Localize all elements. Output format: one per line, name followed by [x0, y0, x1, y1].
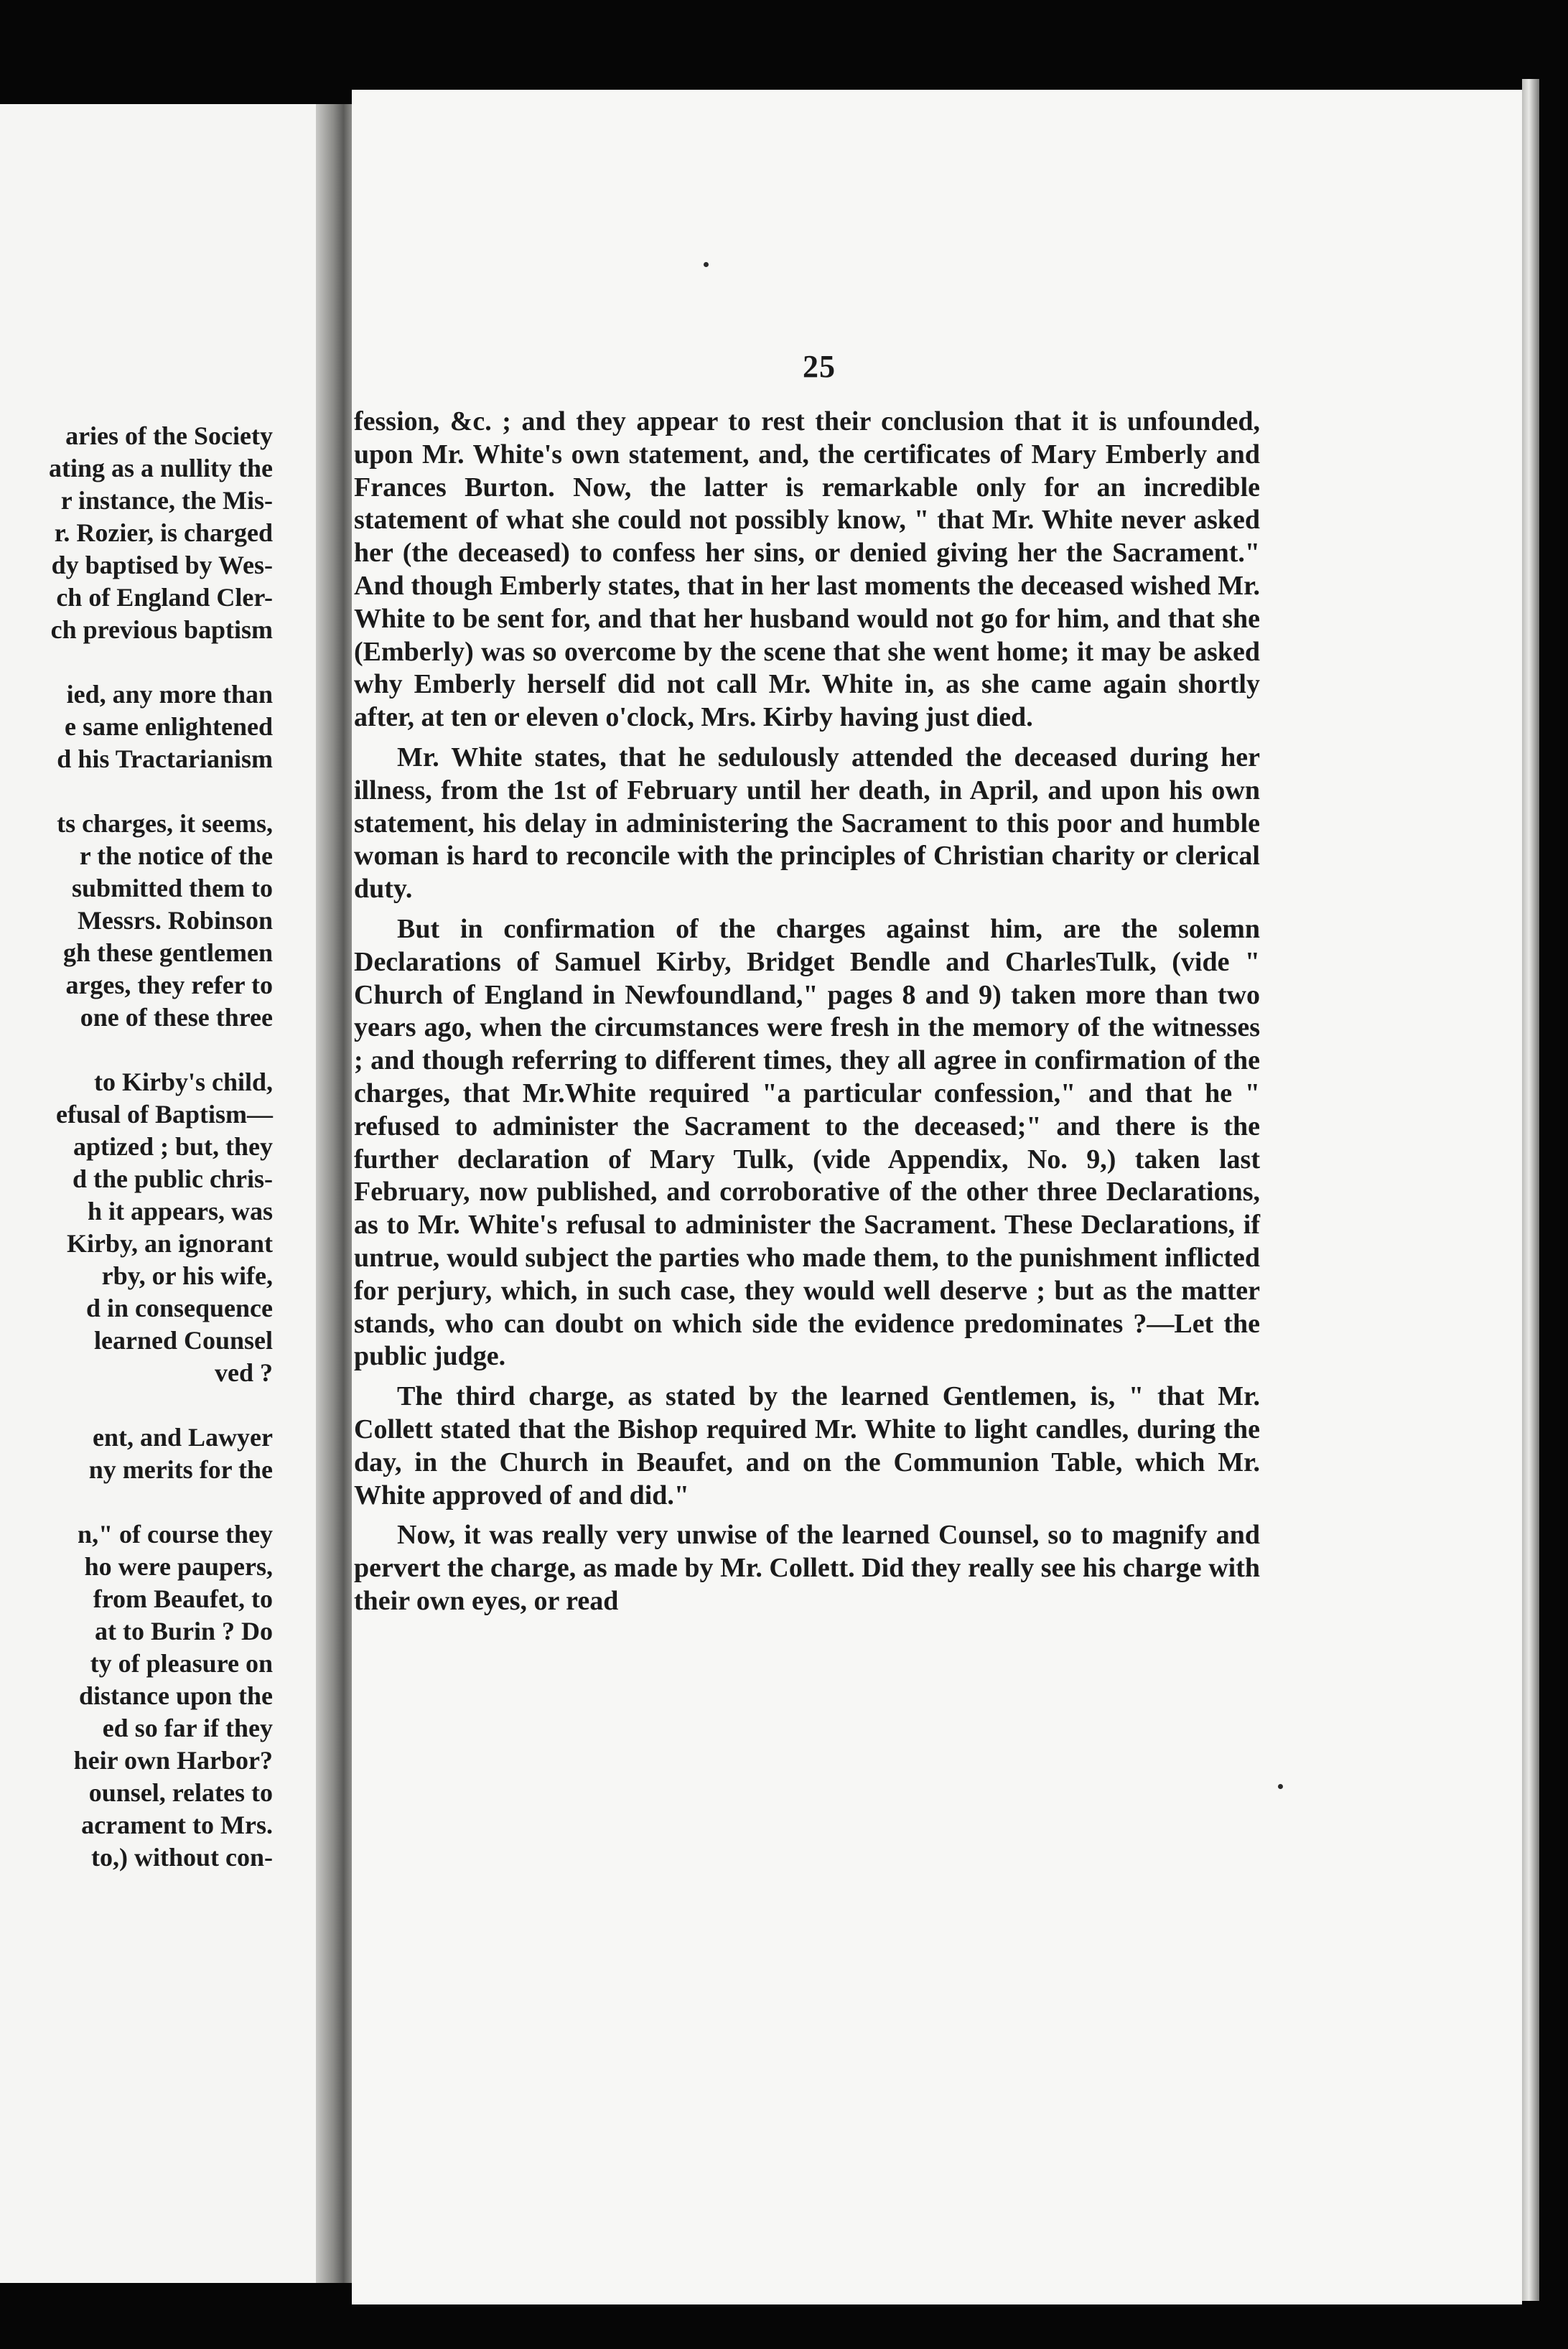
left-page-line: submitted them to [72, 874, 273, 902]
left-page-line: ved ? [215, 1358, 273, 1387]
paper-speck [1278, 1784, 1283, 1789]
left-page-line: one of these three [80, 1003, 273, 1032]
paragraph: fession, &c. ; and they appear to rest their conclusion that it is unfounded, upon Mr. White's own statement, and, the certificates of Mary Emberly and Frances Burton. Now, the latter is remarkable only for an incredible statement of what she could not possibly know, " that Mr. White never asked her (the deceased) to confess her sins, or denied giving her the Sacrament." And though Emberly states, that in her last moments the deceased wished Mr. White to be sent for, and that her husband would not go for him, and that she (Emberly) was so overcome by the scene that she went home; it may be asked why Emberly herself did not call Mr. White in, as she came again shortly after, at ten or eleven o'clock, Mrs. Kirby having just died. [354, 406, 1260, 733]
left-page-line: ty of pleasure on [90, 1649, 273, 1678]
paragraph: Mr. White states, that he sedulously attended the deceased during her illness, from the 1st of February until her death, in April, and upon his own statement, his delay in administering the Sacrament to this poor and humble woman is hard to reconcile with the principles of Christian charity or clerical duty. [354, 742, 1260, 905]
left-page-line: ch of England Cler- [56, 583, 273, 612]
left-page-text [0, 420, 273, 1874]
left-page-line: ed so far if they [102, 1714, 273, 1742]
body-text [354, 406, 1260, 1618]
left-page-line: ounsel, relates to [88, 1778, 273, 1807]
line-gap [0, 646, 273, 678]
left-page-line: aptized ; but, they [73, 1132, 273, 1161]
left-page-line: gh these gentlemen [63, 938, 273, 967]
left-page-line: acrament to Mrs. [81, 1811, 273, 1839]
line-gap [0, 775, 273, 808]
paragraph: But in confirmation of the charges against him, are the solemn Declarations of Samuel Kirby, Bridget Bendle and CharlesTulk, (vide " Church of England in Newfoundland," pages 8 and 9) taken more than two years ago, when the circumstances were fresh in the memory of the witnesses ; and though referring to different times, they all agree in confirmation of the charges, that Mr.White required "a particular confession," and that he " refused to administer the Sacrament to the deceased;" and there is the further declaration of Mary Tulk, (vide Appendix, No. 9,) taken last February, now published, and corroborative of the other three Declarations, as to Mr. White's refusal to administer the Sacrament. These Declarations, if untrue, would subject the parties who made them, to the punishment inflicted for perjury, which, in such case, they would well deserve ; but as the matter stands, who can doubt on which side the evidence predominates ?—Let the public judge. [354, 913, 1260, 1372]
left-page-line: to Kirby's child, [93, 1068, 273, 1096]
paragraph: The third charge, as stated by the learned Gentlemen, is, " that Mr. Collett stated that the Bishop required Mr. White to light candles, during the day, in the Church in Beaufet, and on the Communion Table, which Mr. White approved of and did." [354, 1381, 1260, 1510]
left-page-line: r the notice of the [79, 841, 273, 870]
left-page-line: d in consequence [85, 1294, 273, 1322]
left-page-line: dy baptised by Wes- [51, 551, 273, 579]
left-page-line: rby, or his wife, [101, 1261, 273, 1290]
left-page-line: distance upon the [78, 1681, 273, 1710]
page-edge [1522, 79, 1539, 2301]
left-page-line: Kirby, an ignorant [66, 1229, 273, 1258]
left-page-line: n," of course they [78, 1520, 273, 1549]
line-gap [0, 1486, 273, 1518]
line-gap [0, 1389, 273, 1421]
left-page-line: d his Tractarianism [57, 744, 273, 773]
line-gap [0, 1034, 273, 1066]
left-page-line: ating as a nullity the [48, 454, 273, 482]
left-page-line: h it appears, was [87, 1197, 273, 1225]
paper-speck [704, 262, 709, 267]
left-page-line: r. Rozier, is charged [54, 518, 273, 547]
left-page-line: Messrs. Robinson [77, 906, 273, 935]
left-page-line: heir own Harbor? [73, 1746, 273, 1775]
left-page-line: ts charges, it seems, [57, 809, 273, 838]
left-page-line: aries of the Society [65, 421, 273, 450]
left-page-line: d the public chris- [72, 1164, 273, 1193]
page-number: 25 [803, 349, 836, 384]
left-page-line: e same enlightened [65, 712, 273, 741]
left-page-line: learned Counsel [93, 1326, 273, 1355]
left-page-line: from Beaufet, to [93, 1584, 273, 1613]
left-page-line: ny merits for the [88, 1455, 273, 1484]
left-page-line: r instance, the Mis- [60, 486, 273, 515]
left-page-line: ho were paupers, [84, 1552, 273, 1581]
left-page-line: to,) without con- [91, 1843, 273, 1872]
left-page-line: ch previous baptism [50, 615, 273, 644]
left-page-line: ent, and Lawyer [93, 1423, 273, 1452]
left-page-line: ied, any more than [66, 680, 273, 709]
paragraph: Now, it was really very unwise of the learned Counsel, so to magnify and pervert the charge, as made by Mr. Collett. Did they really see his charge with their own eyes, or read [354, 1520, 1260, 1616]
left-page-line: arges, they refer to [65, 971, 273, 999]
left-page-line: efusal of Baptism— [55, 1100, 273, 1129]
left-page [0, 104, 337, 2283]
left-page-line: at to Burin ? Do [94, 1617, 273, 1645]
